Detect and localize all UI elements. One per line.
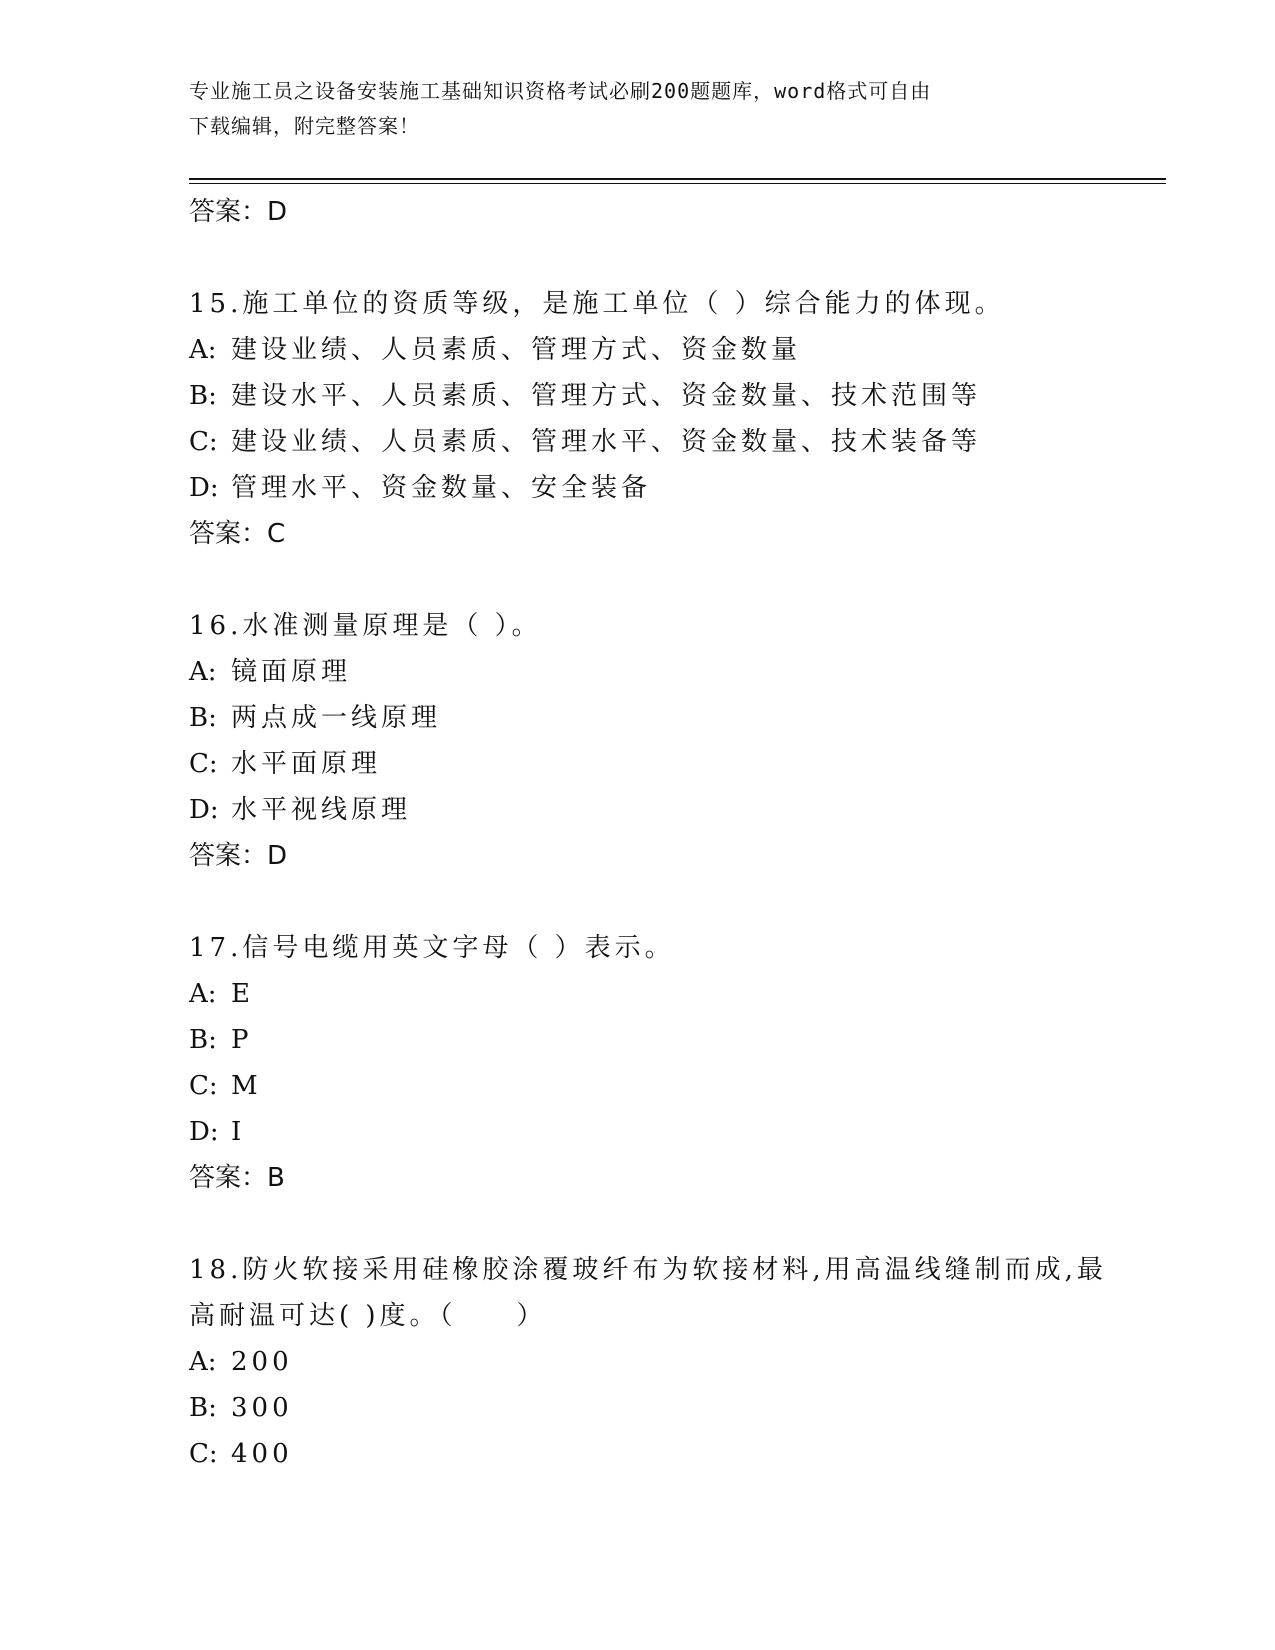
option-text: I [231, 1117, 246, 1147]
question-list [189, 189, 1107, 1477]
option-text: 400 [231, 1439, 293, 1469]
option-text: M [231, 1071, 262, 1101]
option-text: 镜面原理 [231, 657, 352, 687]
question-15-option-c [189, 419, 1089, 465]
question-17-option-b [189, 1017, 1089, 1063]
question-16-option-b [189, 695, 1089, 741]
option-label: C: [189, 427, 218, 457]
question-16-option-d [189, 787, 1089, 833]
question-18-text-line-1: 18.防火软接采用硅橡胶涂覆玻纤布为软接材料,用高温线缝制而成,最 [189, 1255, 1107, 1285]
question-17-option-c [189, 1063, 1089, 1109]
option-label: D: [189, 473, 219, 503]
option-label: A: [189, 335, 217, 365]
answer-17: 答案：B [189, 1163, 285, 1193]
question-15-option-b [189, 373, 1089, 419]
answer-15: 答案：C [189, 519, 286, 549]
option-label: B: [189, 1393, 217, 1423]
question-18-option-b [189, 1385, 1089, 1431]
header-divider-thin [189, 183, 1166, 184]
option-label: C: [189, 749, 218, 779]
option-text: 水平视线原理 [231, 795, 412, 825]
question-16 [189, 603, 1089, 879]
question-17-text: 17.信号电缆用英文字母（ ）表示。 [189, 933, 675, 963]
option-label: A: [189, 657, 217, 687]
spacer [189, 235, 1089, 281]
question-15 [189, 281, 1089, 557]
page-header [189, 74, 1089, 144]
option-label: C: [189, 1071, 218, 1101]
header-line-2: 下载编辑，附完整答案！ [189, 114, 420, 138]
option-text: 建设业绩、人员素质、管理水平、资金数量、技术装备等 [231, 427, 982, 457]
question-18 [189, 1247, 1107, 1477]
option-label: B: [189, 381, 217, 411]
header-line-1: 专业施工员之设备安装施工基础知识资格考试必刷200题题库，word格式可自由 [189, 79, 932, 103]
option-text: 200 [231, 1347, 293, 1377]
answer-14: 答案：D [189, 197, 288, 227]
option-text: P [231, 1025, 253, 1055]
question-17 [189, 925, 1089, 1201]
option-text: 建设水平、人员素质、管理方式、资金数量、技术范围等 [231, 381, 982, 411]
answer-16: 答案：D [189, 841, 288, 871]
option-label: A: [189, 979, 217, 1009]
option-text: 水平面原理 [231, 749, 382, 779]
question-18-text-line-2: 高耐温可达( )度。（ ） [189, 1301, 547, 1331]
question-18-option-c [189, 1431, 1089, 1477]
option-text: 管理水平、资金数量、安全装备 [231, 473, 652, 503]
spacer [189, 879, 1089, 925]
option-label: A: [189, 1347, 217, 1377]
option-text: 300 [231, 1393, 293, 1423]
option-label: D: [189, 795, 219, 825]
spacer [189, 557, 1089, 603]
option-text: E [231, 979, 254, 1009]
question-17-option-d [189, 1109, 1089, 1155]
option-label: D: [189, 1117, 219, 1147]
question-16-text: 16.水准测量原理是（ ）。 [189, 611, 542, 641]
question-16-option-a [189, 649, 1089, 695]
header-divider-thick [189, 178, 1166, 180]
question-16-option-c [189, 741, 1089, 787]
option-text: 建设业绩、人员素质、管理方式、资金数量 [231, 335, 802, 365]
question-15-text: 15.施工单位的资质等级，是施工单位（ ）综合能力的体现。 [189, 289, 1005, 319]
question-15-option-d [189, 465, 1089, 511]
question-18-option-a [189, 1339, 1089, 1385]
spacer [189, 1201, 1089, 1247]
question-17-option-a [189, 971, 1089, 1017]
option-label: C: [189, 1439, 218, 1469]
option-label: B: [189, 703, 217, 733]
option-label: B: [189, 1025, 217, 1055]
question-15-option-a [189, 327, 1089, 373]
option-text: 两点成一线原理 [231, 703, 442, 733]
